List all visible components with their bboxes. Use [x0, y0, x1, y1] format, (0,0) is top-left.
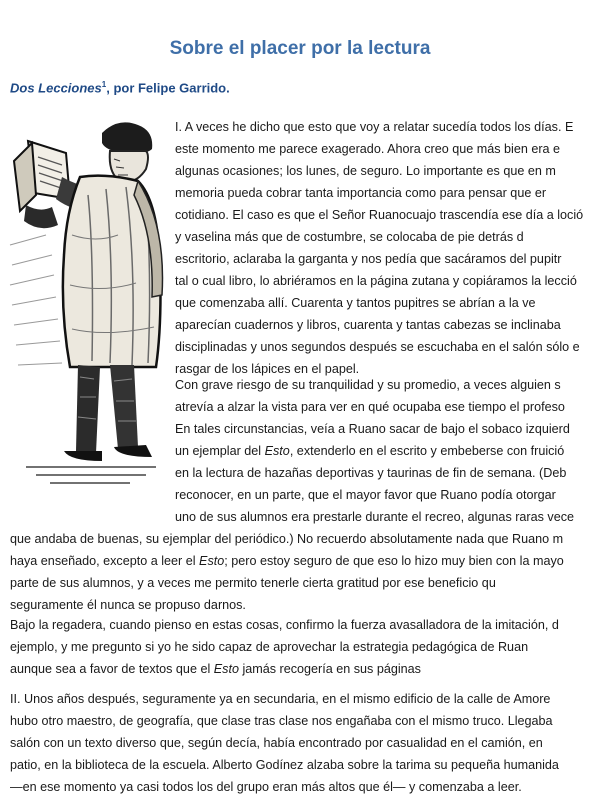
paragraph-3: [10, 614, 595, 680]
paragraph-line: reconocer, en un parte, que el mayor favor que Ruano podía otorgar: [175, 488, 556, 502]
paragraph-line: Bajo la regadera, cuando pienso en estas cosas, confirmo la fuerza avasalladora de la imitación, d: [10, 618, 559, 632]
paragraph-line: que comenzaba allí. Cuarenta y tantos pupitres se abrían a la ve: [175, 296, 536, 310]
paragraph-2: [10, 374, 595, 616]
paragraph-line: —en ese momento ya casi todos los del grupo eran más altos que él— y comenzaba a leer.: [10, 780, 522, 794]
paragraph-4: [10, 688, 595, 798]
author-line: , por Felipe Garrido.: [106, 80, 230, 96]
byline: [10, 80, 230, 95]
work-title: Dos Lecciones: [10, 80, 102, 96]
paragraph-line: cotidiano. El caso es que el Señor Ruanocuajo trascendía ese día a loció: [175, 208, 584, 222]
paragraph-line: tal o cual libro, lo abriéramos en la página zutana y copiáramos la lecció: [175, 274, 577, 288]
paragraph-1: [10, 116, 595, 380]
paragraph-line: escritorio, aclaraba la garganta y nos pedía que sacáramos del pupitr: [175, 252, 562, 266]
paragraph-line: patio, en la biblioteca de la escuela. Alberto Godínez alzaba sobre la tarima su pequeña humanida: [10, 758, 559, 772]
paragraph-line: y vaselina más que de costumbre, se colocaba de pie detrás d: [175, 230, 524, 244]
paragraph-line: un ejemplar del Esto, extenderlo en el escrito y embeberse con fruició: [175, 444, 565, 458]
paragraph-line: disciplinadas y unos segundos después se escuchaba en el salón sólo e: [175, 340, 580, 354]
paragraph-line: parte de sus alumnos, y a veces me permito tenerle cierta gratitud por ese beneficio qu: [10, 576, 496, 590]
footnote-mark: 1: [101, 80, 107, 89]
paragraph-line: que andaba de buenas, su ejemplar del periódico.) No recuerdo absolutamente nada que Ruano m: [10, 532, 564, 546]
paragraph-line: atrevía a alzar la vista para ver en qué ocupaba ese tiempo el profeso: [175, 400, 565, 414]
paragraph-line: En tales circunstancias, veía a Ruano sacar de bajo el sobaco izquierd: [175, 422, 570, 436]
paragraph-line: salón con un texto diverso que, según decía, había encontrado por casualidad en el camión, en: [10, 736, 543, 750]
paragraph-line: algunas ocasiones; los lunes, de seguro. Lo importante es que en m: [175, 164, 556, 178]
paragraph-line: rasgar de los lápices en el papel.: [175, 362, 360, 376]
paragraph-line: este momento me parece exagerado. Ahora creo que más bien era e: [175, 142, 561, 156]
paragraph-line: aparecían cuadernos y libros, cuarenta y tantas cabezas se inclinaba: [175, 318, 561, 332]
paragraph-line: hubo otro maestro, de geografía, que clase tras clase nos engañaba con el mismo truco. Llegaba: [10, 714, 553, 728]
paragraph-line: I. A veces he dicho que esto que voy a relatar sucedía todos los días. E: [175, 120, 574, 134]
paragraph-line: uno de sus alumnos era prestarle durante el recreo, algunas raras vece: [175, 510, 575, 524]
paragraph-line: memoria pueda cobrar tanta importancia como para pensar que er: [175, 186, 547, 200]
paragraph-line: aunque sea a favor de textos que el Esto jamás recogería en sus páginas: [10, 662, 421, 676]
paragraph-line: II. Unos años después, seguramente ya en secundaria, en el mismo edificio de la calle de Amore: [10, 692, 551, 706]
paragraph-line: en la lectura de hazañas deportivas y taurinas de fin de semana. (Deb: [175, 466, 567, 480]
paragraph-line: haya enseñado, excepto a leer el Esto; pero estoy seguro de que eso lo hizo muy bien con la mayo: [10, 554, 564, 568]
paragraph-line: seguramente él nunca se propuso darnos.: [10, 598, 246, 612]
page-title: Sobre el placer por la lectura: [169, 38, 431, 59]
paragraph-line: ejemplo, y me pregunto si yo he sido capaz de aprovechar la estrategia pedagógica de Ruan: [10, 640, 529, 654]
paragraph-line: Con grave riesgo de su tranquilidad y su promedio, a veces alguien s: [175, 378, 561, 392]
